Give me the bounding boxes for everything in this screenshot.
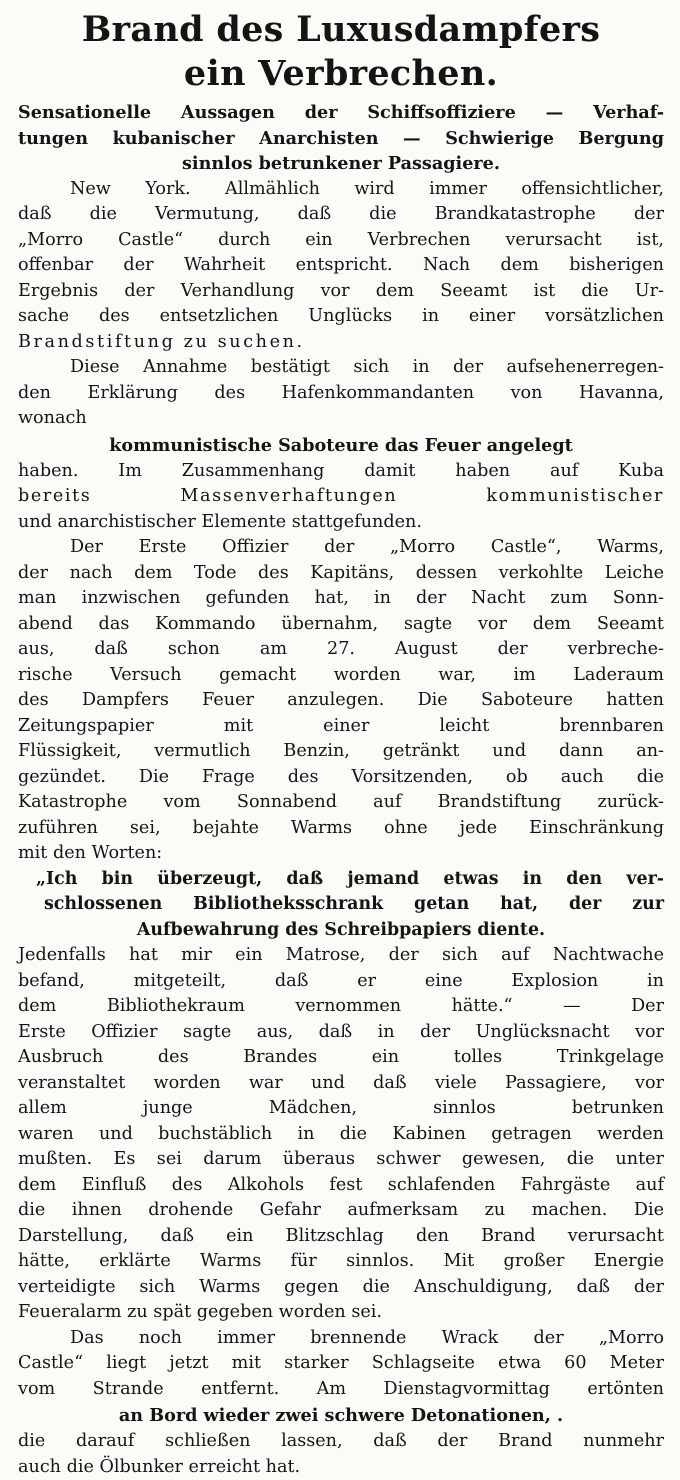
text-line: Jedenfalls hat mir ein Matrose, der sich auf Nachtwache [18, 943, 664, 969]
quote-warms [18, 867, 664, 944]
text-line: hätte, erklärte Warms für sinnlos. Mit großer Energie [18, 1249, 664, 1275]
text-line: des Dampfers Feuer anzulegen. Die Saboteure hatten [18, 688, 664, 714]
text-line: haben. Im Zusammenhang damit haben auf Kuba [18, 459, 664, 485]
text-line: „Morro Castle“ durch ein Verbrechen verursacht ist, [18, 228, 664, 254]
text-line: und anarchistischer Elemente stattgefunden. [18, 510, 664, 536]
paragraph-1 [18, 177, 664, 356]
headline-line-2: ein Verbrechen. [18, 52, 664, 96]
headline [18, 8, 664, 96]
article-body [18, 177, 664, 1480]
text-line: offenbar der Wahrheit entspricht. Nach dem bisherigen [18, 253, 664, 279]
text-line: Erste Offizier sagte aus, daß in der Unglücksnacht vor [18, 1020, 664, 1046]
paragraph-4 [18, 535, 664, 867]
text-line: Brandstiftung zu suchen. [18, 330, 664, 356]
text-line: waren und buchstäblich in die Kabinen getragen werden [18, 1122, 664, 1148]
text-line: Der Erste Offizier der „Morro Castle“, Warms, [18, 535, 664, 561]
text-line: dem Einfluß des Alkohols fest schlafenden Fahrgäste auf [18, 1173, 664, 1199]
text-line: aus, daß schon am 27. August der verbreche- [18, 637, 664, 663]
quote-line: „Ich bin überzeugt, daß jemand etwas in den ver- [18, 867, 664, 893]
text-line: den Erklärung des Hafenkommandanten von Havanna, [18, 381, 664, 407]
text-line: abend das Kommando übernahm, sagte vor dem Seeamt [18, 612, 664, 638]
text-line: die ihnen drohende Gefahr aufmerksam zu machen. Die [18, 1198, 664, 1224]
text-line: befand, mitgeteilt, daß er eine Explosion in [18, 969, 664, 995]
text-line: gezündet. Die Frage des Vorsitzenden, ob auch die [18, 765, 664, 791]
text-line: dem Bibliothekraum vernommen hätte.“ — Der [18, 994, 664, 1020]
text-line: vom Strande entfernt. Am Dienstagvormittag ertönten [18, 1377, 664, 1403]
quote-line: schlossenen Bibliotheksschrank getan hat, der zur [18, 892, 664, 918]
text-line: Castle“ liegt jetzt mit starker Schlagseite etwa 60 Meter [18, 1351, 664, 1377]
text-line: daß die Vermutung, daß die Brandkatastrophe der [18, 202, 664, 228]
subheadline-line: tungen kubanischer Anarchisten — Schwierige Bergung [18, 126, 664, 152]
text-line: Zeitungspapier mit einer leicht brennbaren [18, 714, 664, 740]
text-line: verteidigte sich Warms gegen die Anschuldigung, daß der [18, 1275, 664, 1301]
text-line: Ausbruch des Brandes ein tolles Trinkgelage [18, 1045, 664, 1071]
highlight-detonations: an Bord wieder zwei schwere Detonationen, . [18, 1402, 664, 1429]
text-line: man inzwischen gefunden hat, in der Nacht zum Sonn- [18, 586, 664, 612]
text-line: Katastrophe vom Sonnabend auf Brandstiftung zurück- [18, 790, 664, 816]
highlight-saboteurs: kommunistische Saboteure das Feuer angelegt [18, 432, 664, 459]
text-line: bereits Massenverhaftungen kommunistischer [18, 484, 664, 510]
text-line: Flüssigkeit, vermutlich Benzin, getränkt und dann an- [18, 739, 664, 765]
text-line: Darstellung, daß ein Blitzschlag den Brand verursacht [18, 1224, 664, 1250]
text-line: auch die Ölbunker erreicht hat. [18, 1455, 664, 1480]
subheadline [18, 100, 664, 177]
text-line: mit den Worten: [18, 841, 664, 867]
text-line: sache des entsetzlichen Unglücks in einer vorsätzlichen [18, 304, 664, 330]
text-line: Das noch immer brennende Wrack der „Morro [18, 1326, 664, 1352]
text-line: mußten. Es sei darum überaus schwer gewesen, die unter [18, 1147, 664, 1173]
text-line: die darauf schließen lassen, daß der Brand nunmehr [18, 1429, 664, 1455]
paragraph-7 [18, 1429, 664, 1480]
text-line: New York. Allmählich wird immer offensichtlicher, [18, 177, 664, 203]
text-line: wonach [18, 406, 664, 432]
paragraph-5 [18, 943, 664, 1326]
subheadline-line: sinnlos betrunkener Passagiere. [18, 151, 664, 177]
quote-line: Aufbewahrung des Schreibpapiers diente. [18, 918, 664, 944]
paragraph-3 [18, 459, 664, 536]
text-line: Ergebnis der Verhandlung vor dem Seeamt ist die Ur- [18, 279, 664, 305]
text-line: veranstaltet worden war und daß viele Passagiere, vor [18, 1071, 664, 1097]
text-line: allem junge Mädchen, sinnlos betrunken [18, 1096, 664, 1122]
text-line: zuführen sei, bejahte Warms ohne jede Einschränkung [18, 816, 664, 842]
text-line: der nach dem Tode des Kapitäns, dessen verkohlte Leiche [18, 561, 664, 587]
text-line: rische Versuch gemacht worden war, im Laderaum [18, 663, 664, 689]
paragraph-2 [18, 355, 664, 432]
text-line: Feueralarm zu spät gegeben worden sei. [18, 1300, 664, 1326]
text-line: Diese Annahme bestätigt sich in der aufsehenerregen- [18, 355, 664, 381]
paragraph-6 [18, 1326, 664, 1403]
headline-line-1: Brand des Luxusdampfers [18, 8, 664, 52]
subheadline-line: Sensationelle Aussagen der Schiffsoffiziere — Verhaf- [18, 100, 664, 126]
